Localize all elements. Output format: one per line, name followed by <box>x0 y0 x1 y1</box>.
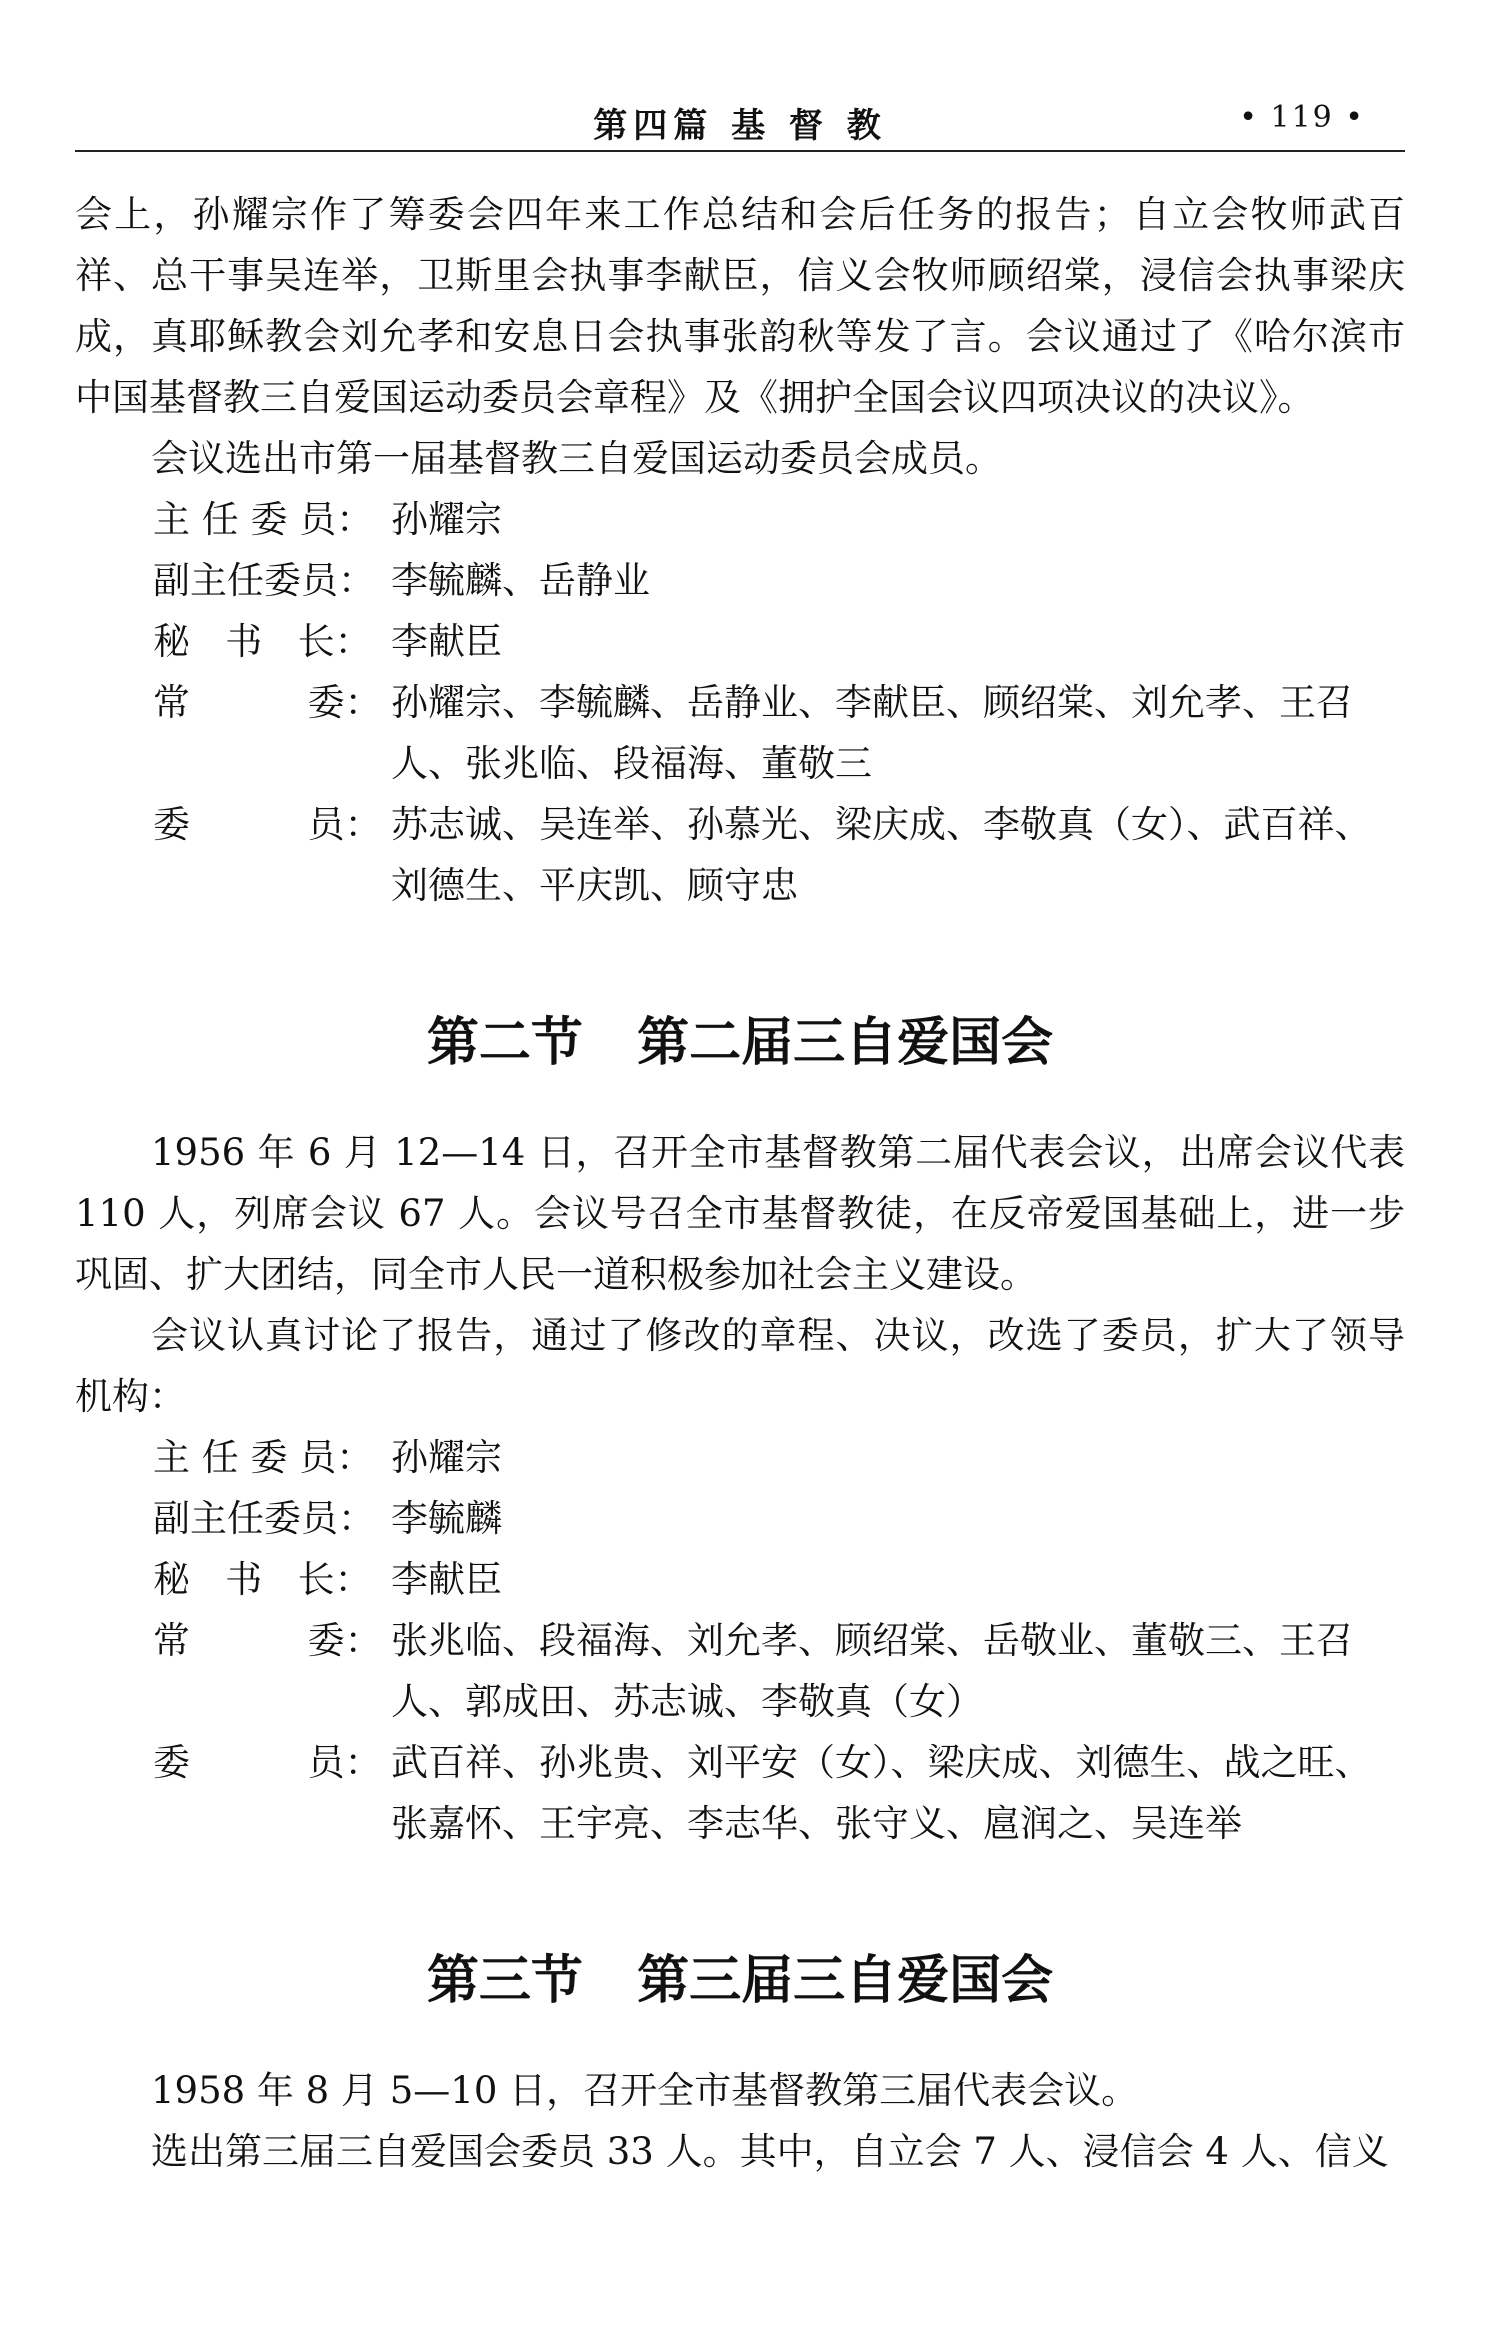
first-election-intro: 会议选出市第一届基督教三自爱国运动委员会成员。 <box>151 437 1002 480</box>
page-number: • 119 • <box>1239 100 1365 135</box>
committee-row <box>75 1732 1405 1854</box>
member-names: 李毓麟、岳静业 <box>391 559 650 602</box>
section-2-paragraph: 会议认真讨论了报告，通过了修改的章程、决议，改选了委员，扩大了领导机构： <box>75 1314 1405 1418</box>
chapter-title: 第四篇 基 督 教 <box>593 106 887 146</box>
committee-row <box>75 672 1405 794</box>
committee-row <box>75 550 1405 611</box>
section-3-paragraph: 1958 年 8 月 5—10 日，召开全市基督教第三届代表会议。 <box>151 2069 1139 2112</box>
opening-paragraph: 会上，孙耀宗作了筹委会四年来工作总结和会后任务的报告；自立会牧师武百祥、总干事吴连举，卫斯里会执事李献臣，信义会牧师顾绍棠，浸信会执事梁庆成，真耶稣教会刘允孝和安息日会执事张韵秋等发了言。会议通过了《哈尔滨市中国基督教三自爱国运动委员会章程》及《拥护全国会议四项决议的决议》。 <box>75 193 1405 419</box>
member-names: 李献臣 <box>391 1558 502 1601</box>
role-label: 委 员： <box>153 803 382 846</box>
committee-row <box>75 1610 1405 1732</box>
second-committee-list <box>75 1427 1405 1854</box>
member-names: 苏志诚、吴连举、孙慕光、梁庆成、李敬真（女）、武百祥、刘德生、平庆凯、顾守忠 <box>391 803 1372 907</box>
role-label: 常 委： <box>153 1619 382 1662</box>
member-names: 张兆临、段福海、刘允孝、顾绍棠、岳敬业、董敬三、王召人、郭成田、苏志诚、李敬真（女） <box>391 1619 1353 1723</box>
role-label: 常 委： <box>153 681 382 724</box>
section-3-paragraph: 选出第三届三自爱国会委员 33 人。其中，自立会 7 人、浸信会 4 人、信义 <box>151 2130 1389 2173</box>
member-names: 孙耀宗、李毓麟、岳静业、李献臣、顾绍棠、刘允孝、王召人、张兆临、段福海、董敬三 <box>391 681 1353 785</box>
section-2-heading: 第二节 第二届三自爱国会 <box>426 1013 1054 1073</box>
role-label: 副主任委员： <box>153 1497 375 1540</box>
section-2-paragraph: 1956 年 6 月 12—14 日，召开全市基督教第二届代表会议，出席会议代表 110 人，列席会议 67 人。会议号召全市基督教徒，在反帝爱国基础上，进一步巩固、扩大团结，同全市人民一道积极参加社会主义建设。 <box>75 1131 1406 1296</box>
member-names: 李毓麟 <box>391 1497 502 1540</box>
member-names: 李献臣 <box>391 620 502 663</box>
role-label: 委 员： <box>153 1741 382 1784</box>
committee-row <box>75 794 1405 916</box>
body-text <box>75 184 1405 2182</box>
committee-row <box>75 1488 1405 1549</box>
role-label: 秘 书 长： <box>153 1558 372 1601</box>
role-label: 副主任委员： <box>153 559 375 602</box>
committee-row <box>75 1549 1405 1610</box>
member-names: 孙耀宗 <box>391 1436 502 1479</box>
committee-row <box>75 489 1405 550</box>
member-names: 孙耀宗 <box>391 498 502 541</box>
committee-row <box>75 1427 1405 1488</box>
running-header <box>75 88 1405 148</box>
role-label: 秘 书 长： <box>153 620 372 663</box>
first-committee-list <box>75 489 1405 916</box>
header-rule <box>75 150 1405 152</box>
section-3-heading: 第三节 第三届三自爱国会 <box>426 1951 1054 2011</box>
committee-row <box>75 611 1405 672</box>
member-names: 武百祥、孙兆贵、刘平安（女）、梁庆成、刘德生、战之旺、张嘉怀、王宇亮、李志华、张守义、扈润之、吴连举 <box>391 1741 1372 1845</box>
role-label: 主 任 委 员： <box>153 1436 374 1479</box>
role-label: 主 任 委 员： <box>153 498 374 541</box>
